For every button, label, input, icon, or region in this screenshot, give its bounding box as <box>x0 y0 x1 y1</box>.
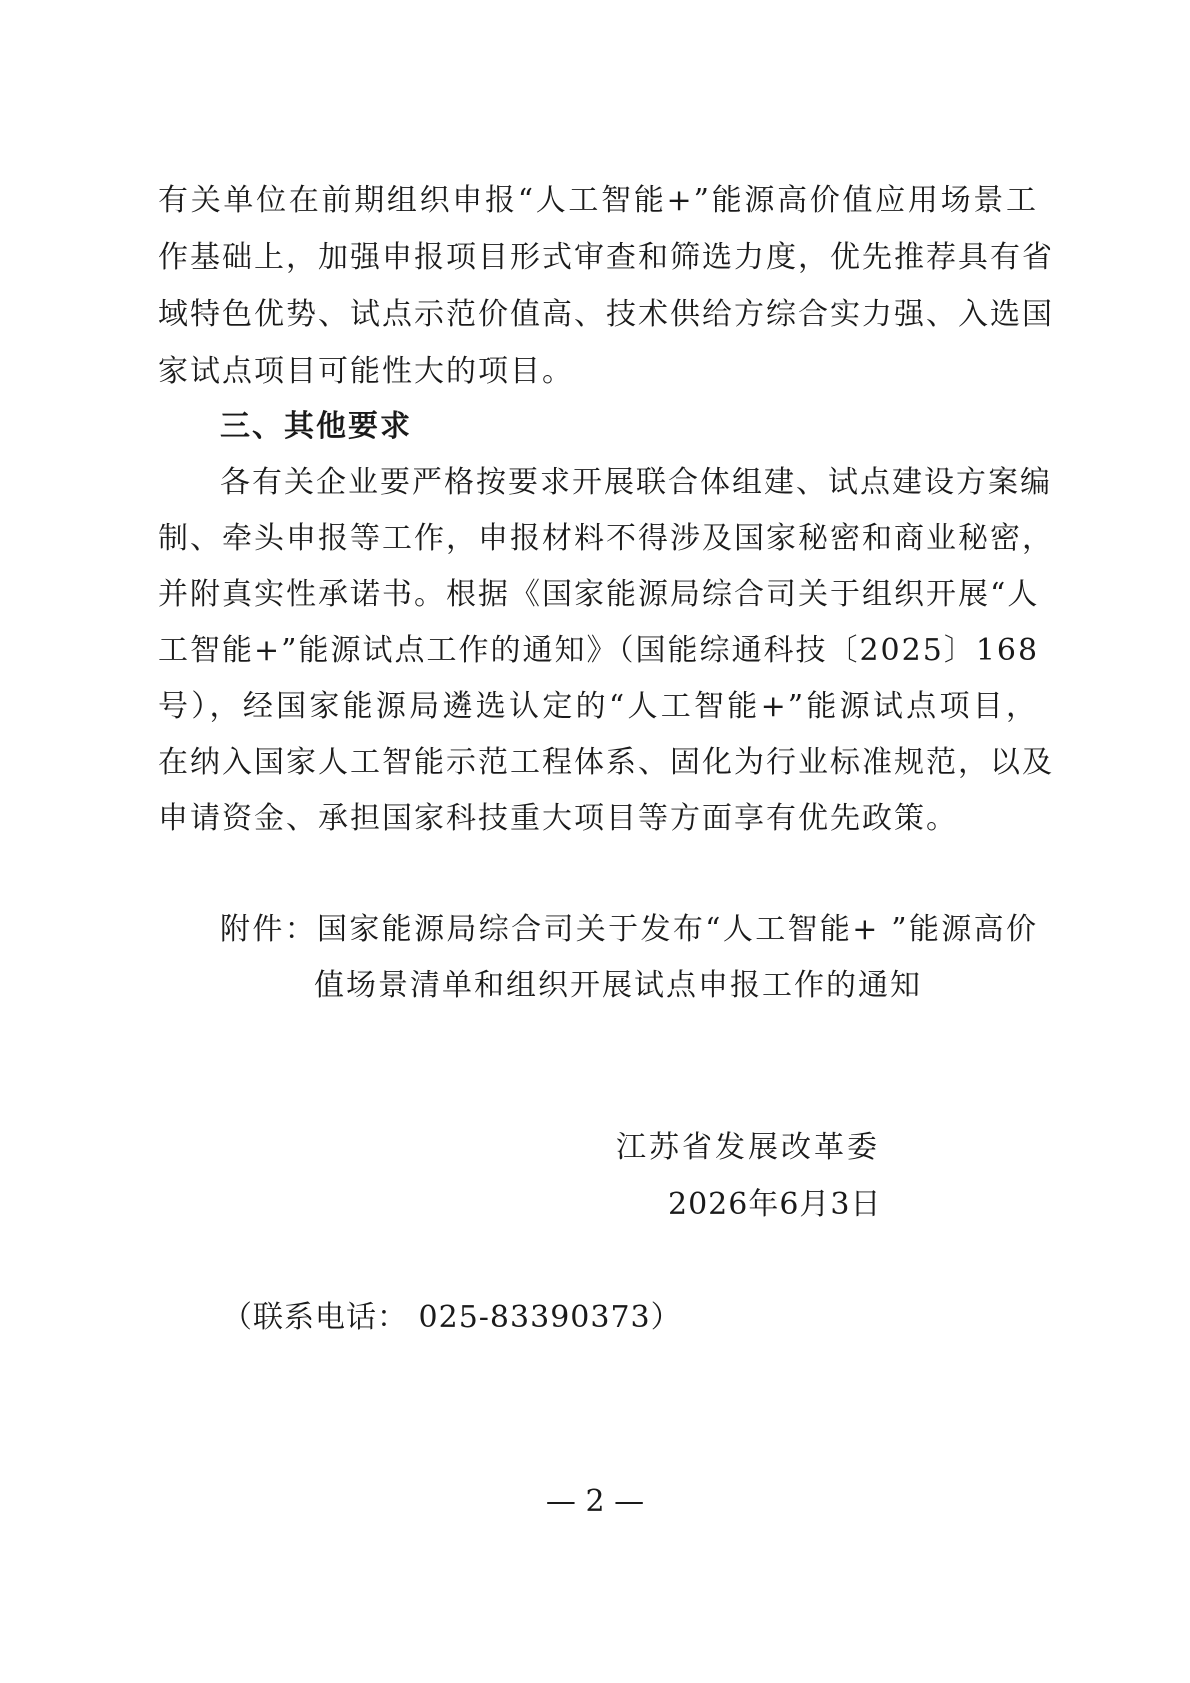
body-text-line: 工智能+”能源试点工作的通知》（国能综通科技〔2025〕168 <box>158 633 1040 668</box>
body-text-line: 制、牵头申报等工作，申报材料不得涉及国家秘密和商业秘密， <box>158 521 1054 556</box>
attachment-line: 附件：国家能源局综合司关于发布“人工智能+ ”能源高价 <box>220 912 1038 947</box>
body-text-line: 域特色优势、试点示范价值高、技术供给方综合实力强、入选国 <box>158 297 1054 332</box>
page-number: — 2 — <box>545 1484 645 1519</box>
attachment-line: 值场景清单和组织开展试点申报工作的通知 <box>314 968 922 1003</box>
contact-phone: （联系电话： 025-83390373） <box>222 1300 682 1335</box>
body-text-line: 作基础上，加强申报项目形式审查和筛选力度，优先推荐具有省 <box>158 240 1054 275</box>
body-text-line: 并附真实性承诺书。根据《国家能源局综合司关于组织开展“人 <box>158 577 1040 612</box>
body-text-line: 申请资金、承担国家科技重大项目等方面享有优先政策。 <box>158 801 958 836</box>
body-text-line: 各有关企业要严格按要求开展联合体组建、试点建设方案编 <box>220 465 1052 500</box>
body-text-line: 在纳入国家人工智能示范工程体系、固化为行业标准规范，以及 <box>158 745 1054 780</box>
body-text-line: 号），经国家能源局遴选认定的“人工智能+”能源试点项目， <box>158 689 1038 724</box>
section-heading: 三、其他要求 <box>220 409 412 444</box>
body-text-line: 家试点项目可能性大的项目。 <box>158 354 574 389</box>
body-text-line: 有关单位在前期组织申报“人工智能+”能源高价值应用场景工 <box>158 183 1038 218</box>
issuing-organization: 江苏省发展改革委 <box>616 1130 880 1165</box>
issue-date: 2026年6月3日 <box>668 1187 882 1222</box>
